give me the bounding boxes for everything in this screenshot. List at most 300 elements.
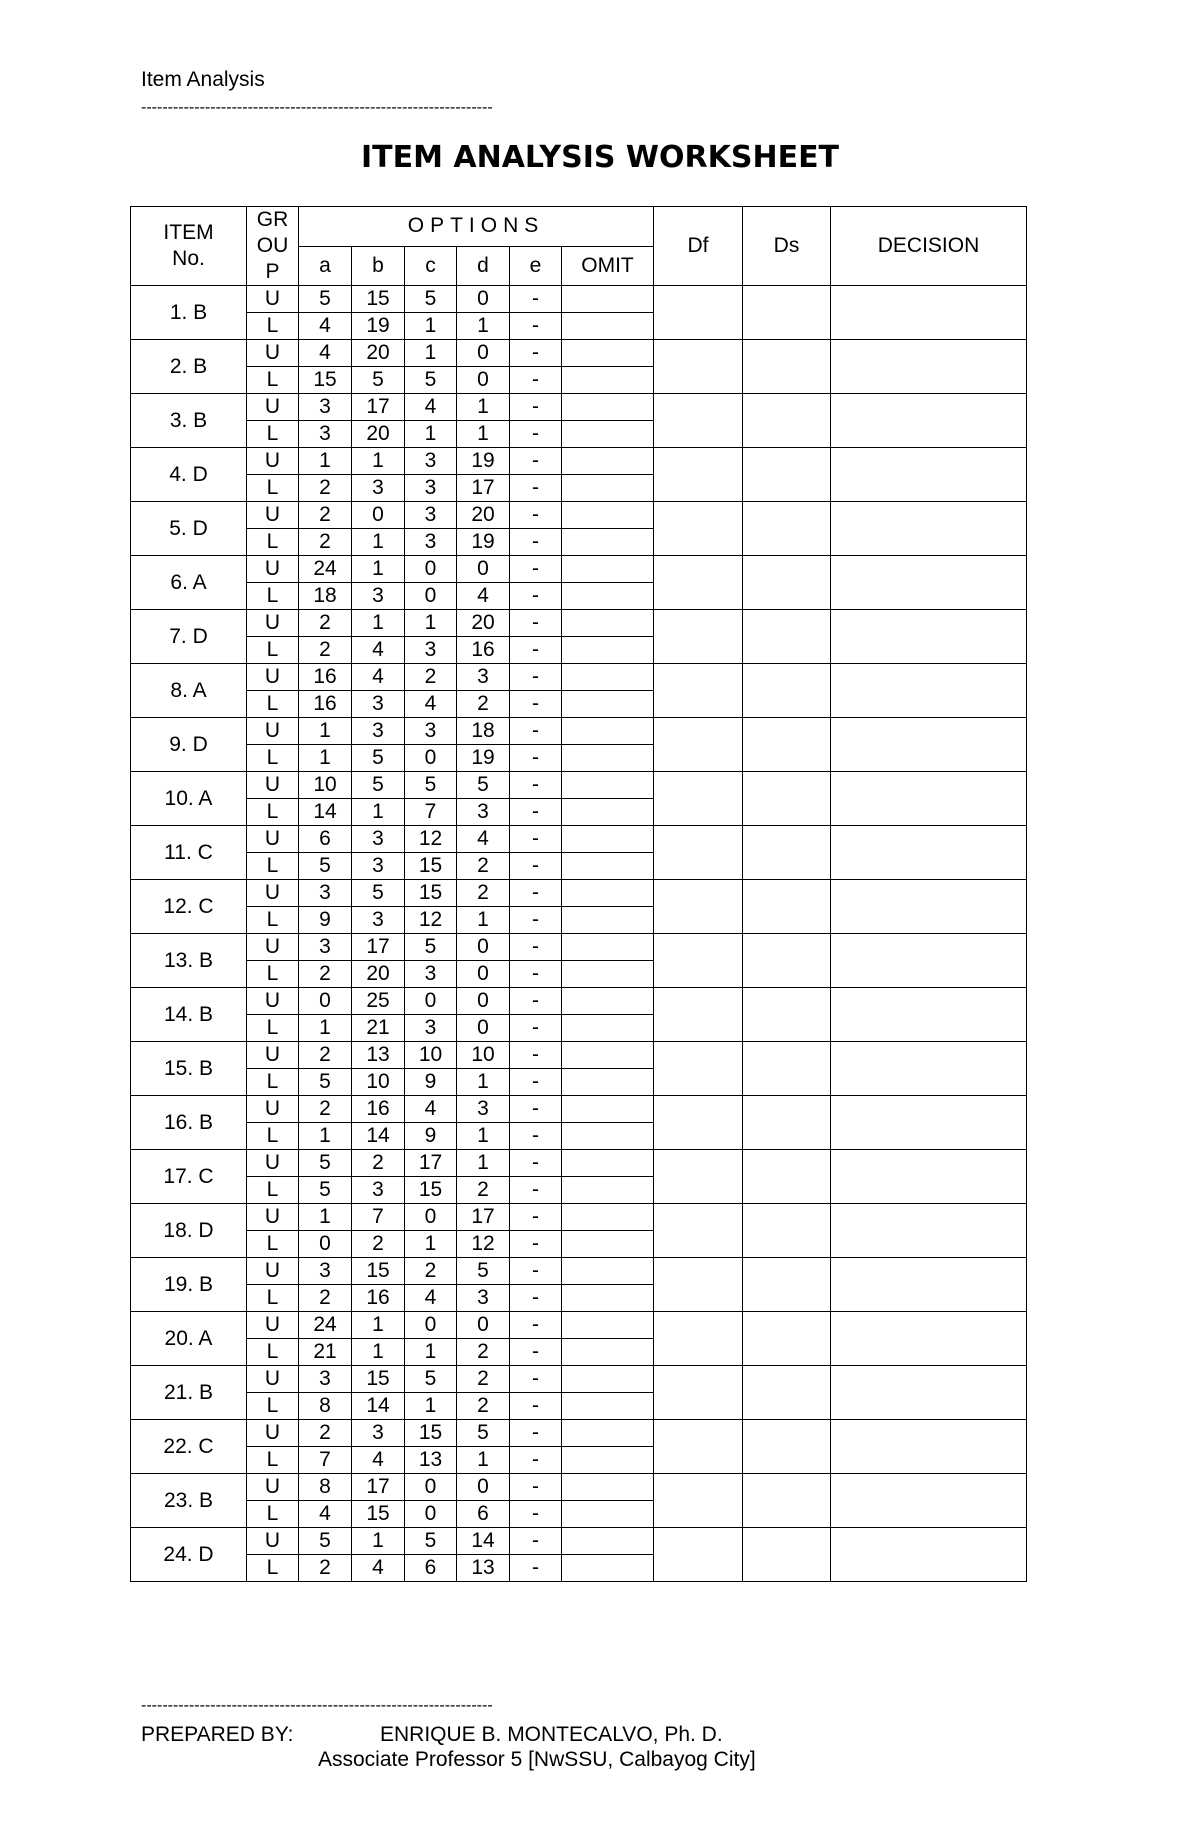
option-cell: 12 — [405, 826, 457, 853]
group-cell: L — [247, 1339, 299, 1366]
item-header-line1: ITEM — [163, 221, 214, 244]
group-cell: L — [247, 1501, 299, 1528]
option-cell: 17 — [352, 1474, 405, 1501]
decision-cell — [831, 1474, 1027, 1528]
option-cell: 0 — [405, 1501, 457, 1528]
group-cell: L — [247, 961, 299, 988]
option-cell: 2 — [457, 880, 510, 907]
option-cell: 3 — [405, 448, 457, 475]
option-cell: - — [510, 529, 562, 556]
ds-cell — [743, 340, 831, 394]
option-cell: 13 — [405, 1447, 457, 1474]
table-row — [131, 1312, 1027, 1339]
option-cell: - — [510, 772, 562, 799]
option-cell: 2 — [457, 1177, 510, 1204]
group-cell: U — [247, 1204, 299, 1231]
option-cell: 4 — [457, 583, 510, 610]
option-cell: 4 — [352, 1447, 405, 1474]
option-cell: 3 — [352, 907, 405, 934]
option-cell: 3 — [352, 691, 405, 718]
option-cell: 15 — [352, 1258, 405, 1285]
item-number-cell: 5. D — [131, 502, 247, 556]
ds-cell — [743, 664, 831, 718]
group-cell: L — [247, 691, 299, 718]
option-cell: - — [510, 1231, 562, 1258]
option-cell: 17 — [352, 934, 405, 961]
option-cell: 6 — [405, 1555, 457, 1582]
decision-cell — [831, 1150, 1027, 1204]
option-cell: 2 — [299, 502, 352, 529]
omit-cell — [562, 1096, 654, 1123]
preparer-position: Associate Professor 5 [NwSSU, Calbayog City] — [318, 1748, 756, 1771]
df-cell — [654, 1366, 743, 1420]
omit-cell — [562, 1339, 654, 1366]
option-cell: 0 — [405, 1474, 457, 1501]
option-cell: 1 — [405, 610, 457, 637]
option-cell: - — [510, 1015, 562, 1042]
option-cell: 15 — [405, 880, 457, 907]
omit-cell — [562, 1312, 654, 1339]
df-cell — [654, 286, 743, 340]
table-row — [131, 1258, 1027, 1285]
ds-cell — [743, 1474, 831, 1528]
option-cell: 10 — [299, 772, 352, 799]
option-cell: 5 — [352, 367, 405, 394]
option-cell: - — [510, 1285, 562, 1312]
omit-cell — [562, 1393, 654, 1420]
omit-cell — [562, 637, 654, 664]
option-cell: 3 — [352, 1177, 405, 1204]
option-cell: - — [510, 1150, 562, 1177]
table-row — [131, 556, 1027, 583]
option-cell: 1 — [457, 1150, 510, 1177]
table-row — [131, 1096, 1027, 1123]
option-cell: 9 — [299, 907, 352, 934]
df-cell — [654, 610, 743, 664]
group-cell: U — [247, 556, 299, 583]
option-cell: - — [510, 1366, 562, 1393]
table-row — [131, 880, 1027, 907]
option-cell: 10 — [457, 1042, 510, 1069]
omit-cell — [562, 1123, 654, 1150]
decision-cell — [831, 1366, 1027, 1420]
option-cell: 1 — [352, 1528, 405, 1555]
option-cell: 0 — [405, 1312, 457, 1339]
group-cell: U — [247, 988, 299, 1015]
item-header-line2: No. — [172, 247, 205, 270]
option-cell: 19 — [457, 448, 510, 475]
option-cell: 20 — [352, 340, 405, 367]
decision-cell — [831, 448, 1027, 502]
df-cell — [654, 1420, 743, 1474]
option-cell: - — [510, 1474, 562, 1501]
omit-header: OMIT — [562, 246, 654, 286]
option-cell: 4 — [299, 1501, 352, 1528]
group-cell: U — [247, 772, 299, 799]
ds-cell — [743, 1528, 831, 1582]
option-cell: - — [510, 853, 562, 880]
group-cell: L — [247, 367, 299, 394]
group-header — [247, 207, 299, 286]
option-cell: 3 — [352, 583, 405, 610]
group-cell: U — [247, 1150, 299, 1177]
group-cell: U — [247, 610, 299, 637]
option-cell: - — [510, 1420, 562, 1447]
item-number-cell: 23. B — [131, 1474, 247, 1528]
group-header-line2: OU — [256, 234, 289, 257]
option-cell: 0 — [299, 988, 352, 1015]
option-cell: 3 — [405, 475, 457, 502]
option-cell: 3 — [457, 799, 510, 826]
omit-cell — [562, 853, 654, 880]
ds-cell — [743, 502, 831, 556]
option-cell: 3 — [457, 1285, 510, 1312]
option-cell: 3 — [405, 961, 457, 988]
item-number-cell: 9. D — [131, 718, 247, 772]
option-cell: - — [510, 1501, 562, 1528]
option-cell: 1 — [457, 1069, 510, 1096]
omit-cell — [562, 1555, 654, 1582]
preparer-name: ENRIQUE B. MONTECALVO, Ph. D. — [380, 1723, 723, 1746]
group-cell: U — [247, 1312, 299, 1339]
options-header: OPTIONS — [299, 207, 654, 247]
ds-cell — [743, 1258, 831, 1312]
omit-cell — [562, 1474, 654, 1501]
option-cell: 2 — [457, 1366, 510, 1393]
group-cell: U — [247, 664, 299, 691]
option-cell: 14 — [457, 1528, 510, 1555]
ds-cell — [743, 934, 831, 988]
decision-cell — [831, 880, 1027, 934]
option-cell: 8 — [299, 1474, 352, 1501]
option-cell: 4 — [299, 340, 352, 367]
df-cell — [654, 880, 743, 934]
table-row — [131, 286, 1027, 313]
item-number-cell: 12. C — [131, 880, 247, 934]
group-cell: L — [247, 421, 299, 448]
option-cell: 3 — [405, 502, 457, 529]
option-cell: 5 — [405, 1528, 457, 1555]
df-cell — [654, 1204, 743, 1258]
option-cell: 2 — [299, 1096, 352, 1123]
option-cell: 4 — [457, 826, 510, 853]
option-cell: 7 — [405, 799, 457, 826]
decision-cell — [831, 1258, 1027, 1312]
omit-cell — [562, 880, 654, 907]
option-cell: 1 — [352, 448, 405, 475]
omit-cell — [562, 1258, 654, 1285]
ds-header: Ds — [743, 207, 831, 286]
option-cell: 2 — [405, 1258, 457, 1285]
header-rule: ------------------------------------------------------------------ — [141, 100, 493, 116]
option-cell: 15 — [405, 1177, 457, 1204]
omit-cell — [562, 664, 654, 691]
option-cell: - — [510, 961, 562, 988]
option-cell: - — [510, 1096, 562, 1123]
option-cell: 1 — [405, 1231, 457, 1258]
option-cell: 15 — [352, 1366, 405, 1393]
option-cell: 0 — [405, 1204, 457, 1231]
option-cell: - — [510, 1042, 562, 1069]
option-cell: 5 — [299, 1069, 352, 1096]
option-cell: 5 — [405, 772, 457, 799]
option-cell: 2 — [299, 529, 352, 556]
option-cell: 4 — [352, 1555, 405, 1582]
table-row — [131, 502, 1027, 529]
option-cell: 2 — [352, 1150, 405, 1177]
item-number-cell: 21. B — [131, 1366, 247, 1420]
option-cell: 1 — [405, 421, 457, 448]
item-number-cell: 4. D — [131, 448, 247, 502]
decision-cell — [831, 988, 1027, 1042]
df-cell — [654, 1312, 743, 1366]
decision-cell — [831, 1204, 1027, 1258]
option-cell: 9 — [405, 1069, 457, 1096]
omit-cell — [562, 1447, 654, 1474]
group-cell: U — [247, 1420, 299, 1447]
option-cell: - — [510, 826, 562, 853]
decision-cell — [831, 610, 1027, 664]
option-cell: 6 — [457, 1501, 510, 1528]
group-cell: U — [247, 1474, 299, 1501]
ds-cell — [743, 286, 831, 340]
option-cell: 15 — [299, 367, 352, 394]
item-number-cell: 14. B — [131, 988, 247, 1042]
option-cell: 5 — [299, 1177, 352, 1204]
item-number-cell: 24. D — [131, 1528, 247, 1582]
omit-cell — [562, 745, 654, 772]
item-no-header — [131, 207, 247, 286]
omit-cell — [562, 799, 654, 826]
omit-cell — [562, 1015, 654, 1042]
option-cell: 10 — [405, 1042, 457, 1069]
omit-cell — [562, 313, 654, 340]
decision-cell — [831, 1312, 1027, 1366]
option-cell: 3 — [457, 1096, 510, 1123]
option-cell: - — [510, 556, 562, 583]
option-cell: 4 — [299, 313, 352, 340]
option-cell: 15 — [352, 1501, 405, 1528]
group-cell: L — [247, 475, 299, 502]
ds-cell — [743, 394, 831, 448]
omit-cell — [562, 772, 654, 799]
option-cell: - — [510, 934, 562, 961]
decision-cell — [831, 718, 1027, 772]
ds-cell — [743, 1312, 831, 1366]
group-cell: L — [247, 1069, 299, 1096]
option-cell: 0 — [457, 1312, 510, 1339]
option-cell: 20 — [457, 610, 510, 637]
item-number-cell: 16. B — [131, 1096, 247, 1150]
option-cell: - — [510, 745, 562, 772]
option-cell: 3 — [405, 529, 457, 556]
decision-cell — [831, 1420, 1027, 1474]
option-cell: 2 — [299, 1555, 352, 1582]
df-cell — [654, 556, 743, 610]
option-a-header: a — [299, 246, 352, 286]
group-cell: U — [247, 1258, 299, 1285]
group-cell: U — [247, 718, 299, 745]
option-cell: 2 — [299, 1285, 352, 1312]
option-cell: 2 — [405, 664, 457, 691]
option-cell: 1 — [352, 1339, 405, 1366]
option-cell: - — [510, 1258, 562, 1285]
option-cell: - — [510, 1204, 562, 1231]
decision-cell — [831, 394, 1027, 448]
option-cell: 3 — [352, 826, 405, 853]
option-cell: 15 — [352, 286, 405, 313]
ds-cell — [743, 880, 831, 934]
group-cell: L — [247, 907, 299, 934]
item-number-cell: 7. D — [131, 610, 247, 664]
option-cell: 1 — [405, 1393, 457, 1420]
option-cell: 16 — [457, 637, 510, 664]
option-cell: 4 — [405, 394, 457, 421]
option-cell: - — [510, 610, 562, 637]
option-cell: 2 — [299, 475, 352, 502]
group-cell: U — [247, 340, 299, 367]
ds-cell — [743, 448, 831, 502]
table-row — [131, 988, 1027, 1015]
decision-cell — [831, 286, 1027, 340]
decision-cell — [831, 1096, 1027, 1150]
group-cell: L — [247, 637, 299, 664]
option-cell: 24 — [299, 556, 352, 583]
ds-cell — [743, 718, 831, 772]
omit-cell — [562, 1366, 654, 1393]
omit-cell — [562, 1420, 654, 1447]
omit-cell — [562, 286, 654, 313]
option-cell: 4 — [405, 691, 457, 718]
omit-cell — [562, 718, 654, 745]
option-cell: 3 — [299, 421, 352, 448]
group-cell: U — [247, 880, 299, 907]
decision-cell — [831, 1042, 1027, 1096]
option-cell: 5 — [405, 286, 457, 313]
ds-cell — [743, 1420, 831, 1474]
omit-cell — [562, 907, 654, 934]
option-cell: 1 — [352, 799, 405, 826]
footer-rule: ------------------------------------------------------------------ — [141, 1698, 493, 1714]
option-cell: - — [510, 583, 562, 610]
option-cell: 3 — [405, 1015, 457, 1042]
option-cell: 5 — [457, 1258, 510, 1285]
option-cell: 1 — [299, 1204, 352, 1231]
option-cell: 3 — [352, 1420, 405, 1447]
decision-cell — [831, 934, 1027, 988]
df-cell — [654, 1258, 743, 1312]
option-cell: 0 — [457, 340, 510, 367]
option-cell: 0 — [352, 502, 405, 529]
option-cell: 5 — [405, 1366, 457, 1393]
option-cell: 3 — [352, 475, 405, 502]
option-cell: - — [510, 340, 562, 367]
option-d-header: d — [457, 246, 510, 286]
option-cell: 7 — [299, 1447, 352, 1474]
option-cell: 14 — [299, 799, 352, 826]
decision-cell — [831, 1528, 1027, 1582]
table-row — [131, 1150, 1027, 1177]
option-cell: 2 — [457, 853, 510, 880]
table-row — [131, 340, 1027, 367]
df-cell — [654, 1528, 743, 1582]
decision-cell — [831, 664, 1027, 718]
option-cell: 0 — [457, 367, 510, 394]
omit-cell — [562, 340, 654, 367]
option-cell: 5 — [352, 880, 405, 907]
omit-cell — [562, 826, 654, 853]
omit-cell — [562, 448, 654, 475]
option-cell: - — [510, 718, 562, 745]
option-cell: 14 — [352, 1393, 405, 1420]
group-cell: U — [247, 448, 299, 475]
ds-cell — [743, 988, 831, 1042]
option-cell: 0 — [457, 988, 510, 1015]
option-cell: 17 — [405, 1150, 457, 1177]
option-cell: - — [510, 448, 562, 475]
omit-cell — [562, 610, 654, 637]
option-cell: - — [510, 880, 562, 907]
option-cell: 1 — [299, 1015, 352, 1042]
group-cell: L — [247, 1285, 299, 1312]
option-e-header: e — [510, 246, 562, 286]
omit-cell — [562, 556, 654, 583]
group-cell: U — [247, 1528, 299, 1555]
option-cell: 2 — [352, 1231, 405, 1258]
option-cell: 16 — [352, 1096, 405, 1123]
option-cell: 18 — [457, 718, 510, 745]
option-cell: 1 — [352, 556, 405, 583]
option-cell: - — [510, 421, 562, 448]
option-cell: - — [510, 664, 562, 691]
ds-cell — [743, 1150, 831, 1204]
item-number-cell: 11. C — [131, 826, 247, 880]
group-cell: L — [247, 1393, 299, 1420]
omit-cell — [562, 1042, 654, 1069]
option-cell: 5 — [299, 853, 352, 880]
group-cell: L — [247, 1555, 299, 1582]
option-cell: 3 — [299, 934, 352, 961]
omit-cell — [562, 988, 654, 1015]
item-number-cell: 18. D — [131, 1204, 247, 1258]
item-number-cell: 22. C — [131, 1420, 247, 1474]
option-cell: 2 — [457, 1393, 510, 1420]
option-cell: 5 — [299, 1528, 352, 1555]
item-number-cell: 10. A — [131, 772, 247, 826]
item-number-cell: 17. C — [131, 1150, 247, 1204]
item-number-cell: 8. A — [131, 664, 247, 718]
omit-cell — [562, 1150, 654, 1177]
option-c-header: c — [405, 246, 457, 286]
option-cell: 1 — [352, 610, 405, 637]
option-cell: - — [510, 907, 562, 934]
option-cell: 20 — [352, 421, 405, 448]
option-cell: - — [510, 475, 562, 502]
group-cell: L — [247, 529, 299, 556]
omit-cell — [562, 475, 654, 502]
option-cell: 5 — [457, 1420, 510, 1447]
omit-cell — [562, 934, 654, 961]
option-cell: 0 — [405, 988, 457, 1015]
df-cell — [654, 988, 743, 1042]
option-cell: 19 — [457, 529, 510, 556]
option-cell: 1 — [352, 529, 405, 556]
ds-cell — [743, 556, 831, 610]
option-cell: - — [510, 367, 562, 394]
option-cell: - — [510, 1123, 562, 1150]
table-row — [131, 664, 1027, 691]
omit-cell — [562, 421, 654, 448]
